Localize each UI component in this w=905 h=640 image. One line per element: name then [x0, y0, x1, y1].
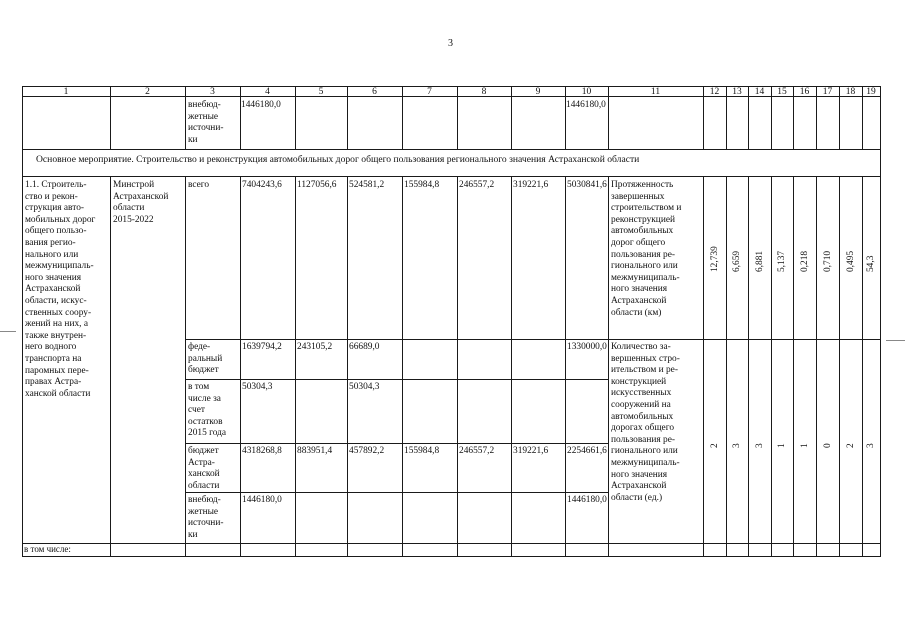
indicator-length-line: строительством и [611, 203, 682, 214]
indicator-count-line: межмуниципаль- [611, 458, 680, 468]
funding-value: 2254661,6 [567, 446, 607, 456]
top-row-source-line: ки [188, 134, 198, 145]
top-row-source-line: жетные [188, 111, 219, 122]
rule-footer-top [22, 543, 880, 544]
funding-source-line: источни- [188, 518, 224, 529]
measure-executor-line: Минстрой [113, 180, 155, 190]
indicator-length-line: Астраханской [611, 296, 667, 306]
indicator-length-line: завершенных [611, 191, 665, 202]
top-row-col10: 1446180,0 [566, 100, 606, 110]
rule-activity-bottom [22, 176, 880, 177]
column-header-14: 14 [754, 87, 765, 97]
funding-source-line: области [188, 480, 220, 491]
measure-title-line: струкция авто- [25, 203, 85, 214]
indicator-count-line: пользования ре- [611, 434, 675, 445]
funding-value: 155984,8 [404, 180, 440, 190]
funding-source-line: Астра- [188, 457, 215, 468]
indicator-count-line: дорогах общего [611, 423, 675, 434]
rule-col-16-lower [816, 176, 817, 557]
indicator-length-line: гионального или [611, 261, 678, 272]
indicator-length-line: ного значения [611, 284, 668, 295]
funding-value: 457892,2 [349, 446, 385, 456]
footer-label: в том числе: [24, 544, 71, 554]
indicator-count-value: 1 [777, 443, 787, 448]
rule-col-9-lower [565, 176, 566, 557]
indicator-length-line: реконструкцией [611, 214, 676, 225]
indicator-count-line: сооружений на [611, 400, 671, 410]
indicator-length-line: области (км) [611, 307, 662, 318]
measure-title-line: ханской области [25, 388, 91, 399]
column-header-9: 9 [535, 87, 541, 97]
measure-title-line: ственных соору- [25, 307, 92, 318]
indicator-count-value: 3 [754, 443, 765, 448]
measure-title-line: вания регио- [25, 238, 76, 248]
indicator-length-value: 0,218 [799, 250, 810, 272]
funding-value: 66689,0 [349, 342, 380, 352]
column-header-5: 5 [318, 87, 324, 97]
rule-col-13-lower [748, 176, 749, 557]
page-number: 3 [448, 38, 453, 49]
funding-value: 1639794,2 [242, 342, 282, 352]
indicator-count-line: области (ед.) [611, 492, 663, 503]
funding-source-line: бюджет [188, 446, 219, 456]
funding-source-line: ральный [188, 353, 223, 364]
column-header-15: 15 [777, 87, 787, 97]
rule-col-19 [880, 86, 881, 557]
column-header-3: 3 [210, 87, 215, 97]
measure-title-line: правах Астра- [25, 377, 82, 388]
funding-value: 50304,3 [242, 382, 273, 392]
funding-value: 155984,8 [404, 446, 440, 456]
indicator-length-line: пользования ре- [611, 249, 675, 260]
measure-title-line: жений на них, а [25, 319, 89, 330]
funding-source-line: бюджет [188, 365, 219, 376]
funding-source-line: остатков [188, 416, 223, 427]
funding-source-line: феде- [188, 342, 211, 352]
measure-title-line: области, искус- [25, 296, 87, 306]
funding-value: 246557,2 [459, 446, 495, 456]
top-row-col4: 1446180,0 [241, 100, 281, 110]
scan-mark-right [886, 340, 905, 341]
measure-title-line: паромных пере- [25, 365, 89, 376]
measure-title-line: также внутрен- [25, 330, 87, 341]
indicator-count-line: Астраханской [611, 481, 667, 492]
column-header-11: 11 [650, 87, 661, 97]
indicator-length-line: межмуниципаль- [611, 272, 680, 283]
funding-source-line: в том [188, 382, 210, 392]
funding-source-line: ки [188, 529, 198, 540]
rule-col-3-lower [240, 176, 241, 557]
funding-value: 1446180,0 [242, 495, 282, 505]
funding-value: 1330000,0 [567, 342, 607, 352]
rule-col-15-lower [793, 176, 794, 557]
rule-remainder-top [185, 379, 608, 380]
indicator-length-value: 0,710 [822, 250, 833, 272]
rule-col-7-lower [457, 176, 458, 557]
column-header-6: 6 [372, 87, 377, 97]
column-header-8: 8 [481, 87, 487, 97]
rule-col-8-lower [511, 176, 512, 557]
rule-col-11-lower [703, 176, 704, 557]
column-header-19: 19 [866, 87, 876, 97]
rule-col-4-lower [295, 176, 296, 557]
funding-value: 246557,2 [459, 180, 495, 190]
funding-value: 524581,2 [349, 180, 385, 190]
rule-col-12-lower [726, 176, 727, 557]
scan-mark-left [0, 331, 16, 332]
indicator-count-line: ительством и ре- [611, 365, 678, 376]
funding-value: 1446180,0 [567, 495, 607, 505]
measure-title-line: межмуниципаль- [25, 261, 94, 272]
funding-source-line: 2015 года [188, 428, 227, 439]
funding-source-line: жетные [188, 506, 219, 517]
funding-value: 319221,6 [513, 180, 549, 190]
rule-regional-top [185, 443, 608, 444]
funding-value: 50304,3 [349, 382, 380, 392]
indicator-count-value: 1 [799, 443, 810, 448]
indicator-count-value: 2 [709, 443, 720, 448]
rule-col-17-lower [839, 176, 840, 557]
measure-executor-line: Астраханской [113, 191, 169, 202]
column-header-7: 7 [427, 87, 432, 97]
indicator-count-line: гионального или [611, 446, 678, 457]
indicator-length-value: 6,881 [754, 250, 765, 272]
rule-col-1-lower [110, 176, 111, 557]
funding-source-line: счет [188, 405, 205, 416]
funding-source-line: всего [188, 180, 210, 190]
rule-col-6-lower [402, 176, 403, 557]
funding-value: 5030841,6 [567, 180, 607, 190]
indicator-length-line: автомобильных [611, 226, 674, 237]
column-header-13: 13 [732, 87, 742, 97]
indicator-length-line: дорог общего [611, 238, 666, 248]
column-header-17: 17 [822, 87, 833, 97]
top-row-source-line: внебюд- [188, 100, 221, 110]
rule-col-0 [22, 86, 23, 557]
rule-col-2-lower [185, 176, 186, 557]
top-row-source-line: источни- [188, 123, 224, 134]
rule-col-10-lower [608, 176, 609, 557]
rule-col-18-lower [862, 176, 863, 557]
measure-title-line: него водного [25, 342, 77, 353]
column-header-2: 2 [145, 87, 150, 97]
column-header-18: 18 [845, 87, 856, 97]
indicator-length-value: 54,3 [866, 255, 876, 272]
rule-top-row-bottom [22, 149, 880, 150]
measure-title-line: нального или [25, 249, 79, 260]
column-header-1: 1 [63, 87, 69, 97]
indicator-length-value: 0,495 [845, 250, 856, 272]
measure-title-line: мобильных дорог [25, 214, 96, 225]
measure-title-line: ного значения [25, 272, 82, 283]
funding-source-line: внебюд- [188, 495, 221, 505]
column-header-4: 4 [265, 87, 270, 97]
indicator-count-line: автомобильных [611, 411, 674, 422]
indicator-length-line: Протяженность [611, 180, 674, 190]
column-header-10: 10 [581, 87, 592, 97]
rule-federal-top [185, 339, 880, 340]
measure-title-line: Астраханской [25, 284, 81, 295]
indicator-count-line: конструкцией [611, 376, 667, 387]
indicator-count-value: 2 [845, 443, 856, 448]
funding-value: 1127056,6 [297, 180, 337, 190]
column-header-12: 12 [709, 87, 720, 97]
indicator-count-value: 3 [732, 443, 742, 448]
measure-title-line: 1.1. Строитель- [25, 180, 87, 190]
funding-value: 4318268,8 [242, 446, 282, 456]
rule-offbudget-top [185, 492, 608, 493]
funding-source-line: ханской [188, 469, 220, 480]
funding-value: 883951,4 [297, 446, 333, 456]
measure-title-line: общего пользо- [25, 226, 87, 237]
funding-value: 319221,6 [513, 446, 549, 456]
indicator-length-value: 5,137 [777, 250, 787, 272]
indicator-count-line: ного значения [611, 469, 668, 480]
indicator-count-value: 3 [866, 443, 876, 448]
indicator-count-line: вершенных стро- [611, 353, 680, 364]
indicator-length-value: 6,659 [732, 250, 742, 272]
measure-executor-line: 2015-2022 [113, 214, 154, 225]
main-activity-title: Основное мероприятие. Строительство и реконструкция автомобильных дорог общего пользования регионального значения Астраханской области [36, 154, 640, 165]
indicator-length-value: 12,739 [709, 246, 720, 272]
rule-col-14-lower [771, 176, 772, 557]
indicator-count-value: 0 [822, 443, 833, 448]
indicator-count-line: Количество за- [611, 342, 671, 352]
rule-col-5-lower [347, 176, 348, 557]
funding-value: 7404243,6 [242, 180, 282, 190]
measure-executor-line: области [113, 203, 145, 214]
funding-source-line: числе за [188, 393, 221, 404]
column-header-16: 16 [799, 87, 810, 97]
rule-bottom [22, 556, 880, 557]
funding-value: 243105,2 [297, 342, 333, 352]
indicator-count-line: искусственных [611, 388, 672, 399]
measure-title-line: транспорта на [25, 354, 82, 364]
measure-title-line: ство и рекон- [25, 191, 78, 202]
